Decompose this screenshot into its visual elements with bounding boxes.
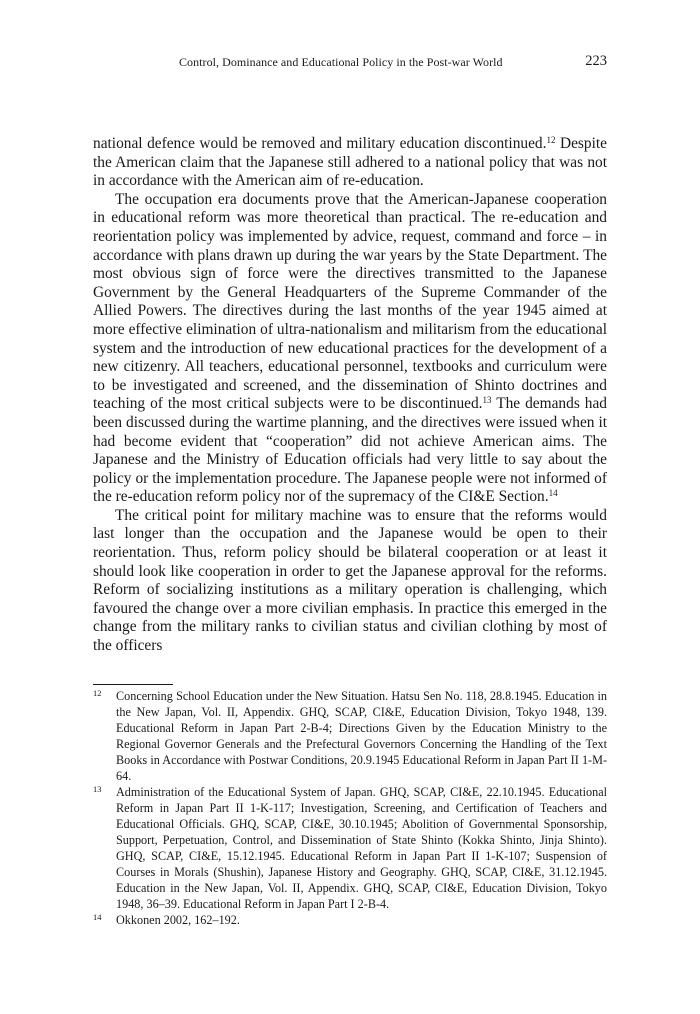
footnote-text: Administration of the Educational System of Japan. GHQ, SCAP, CI&E, 22.10.1945. Educational Reform in Japan Part II 1-K-117; Investigation, Screening, and Certification of Teachers and Educational Officials. GHQ, SCAP, CI&E, 30.10.1945; Abolition of Governmental Sponsorship, Support, Perpetuation, Control, and Dissemination of State Shinto (Kokka Shinto, Jinja Shinto). GHQ, SCAP, CI&E, 15.12.1945. Educational Reform in Japan Part II 1-K-107; Suspension of Courses in Morals (Shushin), Japanese History and Geography. GHQ, SCAP, CI&E, 31.12.1945. Education in the New Japan, Vol. II, Appendix. GHQ, SCAP, CI&E, Education Division, Tokyo 1948, 36–39. Educational Reform in Japan Part I 2-B-4. — [116, 785, 607, 911]
footnote-ref-12[interactable]: 12 — [546, 135, 556, 145]
footnote-13 — [93, 784, 607, 912]
text-segment: The occupation era documents prove that the American-Japanese cooperation in educational reform was more theoretical than practical. The re-education and reorientation policy was implemented by advice, request, command and force – in accordance with plans drawn up during the war years by the State Department. The most obvious sign of force were the directives transmitted to the Japanese Government by the General Headquarters of the Supreme Commander of the Allied Powers. The directives during the last months of the year 1945 aimed at more effective elimination of ultra-nationalism and militarism from the educational system and the introduction of new educational practices for the development of a new citizenry. All teachers, educational personnel, textbooks and curriculum were to be investigated and screened, and the dissemination of Shinto doctrines and teaching of the most critical subjects were to be discontinued. — [93, 190, 607, 413]
paragraph-2 — [93, 191, 607, 507]
text-segment: Despite the American claim that the Japanese still adhered to a national policy that was not in accordance with the American aim of re-education. — [93, 135, 607, 190]
footnote-text: Concerning School Education under the New Situation. Hatsu Sen No. 118, 28.8.1945. Education in the New Japan, Vol. II, Appendix. GHQ, SCAP, CI&E, Education Division, Tokyo 1948, 139. Educational Reform in Japan Part 2-B-4; Directions Given by the Education Ministry to the Regional Governor Generals and the Prefectural Governors Concerning the Handling of the Text Books in Accordance with Postwar Conditions, 20.9.1945 Educational Reform in Japan Part II 1-M-64. — [116, 689, 607, 783]
footnote-number: 14 — [93, 912, 102, 922]
text-segment: The demands had been discussed during the wartime planning, and the directives were issued when it had become evident that “cooperation” did not achieve American aims. The Japanese and the Ministry of Education officials had very little to say about the policy or the implementation procedure. The Japanese people were not informed of the re-education reform policy nor of the supremacy of the CI&E Section. — [93, 395, 607, 506]
paragraph-3 — [93, 507, 607, 656]
text-segment: national defence would be removed and military education discontinued. — [93, 135, 547, 152]
running-header — [93, 53, 607, 73]
footnote-ref-13[interactable]: 13 — [482, 395, 492, 406]
footnote-number: 12 — [93, 688, 102, 698]
footnotes — [93, 688, 607, 928]
footnote-divider — [93, 684, 173, 685]
text-segment: The critical point for military machine was to ensure that the reforms would last longer than the occupation and the Japanese would be open to their reorientation. Thus, reform policy should be bilateral cooperation or at least it should look like cooperation in order to get the Japanese approval for the reforms. Reform of socializing institutions as a military operation is challenging, which favoured the change over a more civilian emphasis. In practice this emerged in the change from the military ranks to civilian status and civilian clothing by most of the officers — [93, 506, 607, 655]
footnote-number: 13 — [93, 784, 102, 794]
footnote-ref-14[interactable]: 14 — [548, 488, 558, 499]
running-title: Control, Dominance and Educational Policy in the Post-war World — [179, 55, 503, 69]
body-text — [93, 135, 607, 656]
page-number: 223 — [585, 53, 607, 69]
paragraph-1 — [93, 135, 607, 191]
footnote-text: Okkonen 2002, 162–192. — [116, 913, 240, 927]
footnote-14 — [93, 912, 607, 928]
footnote-12 — [93, 688, 607, 784]
